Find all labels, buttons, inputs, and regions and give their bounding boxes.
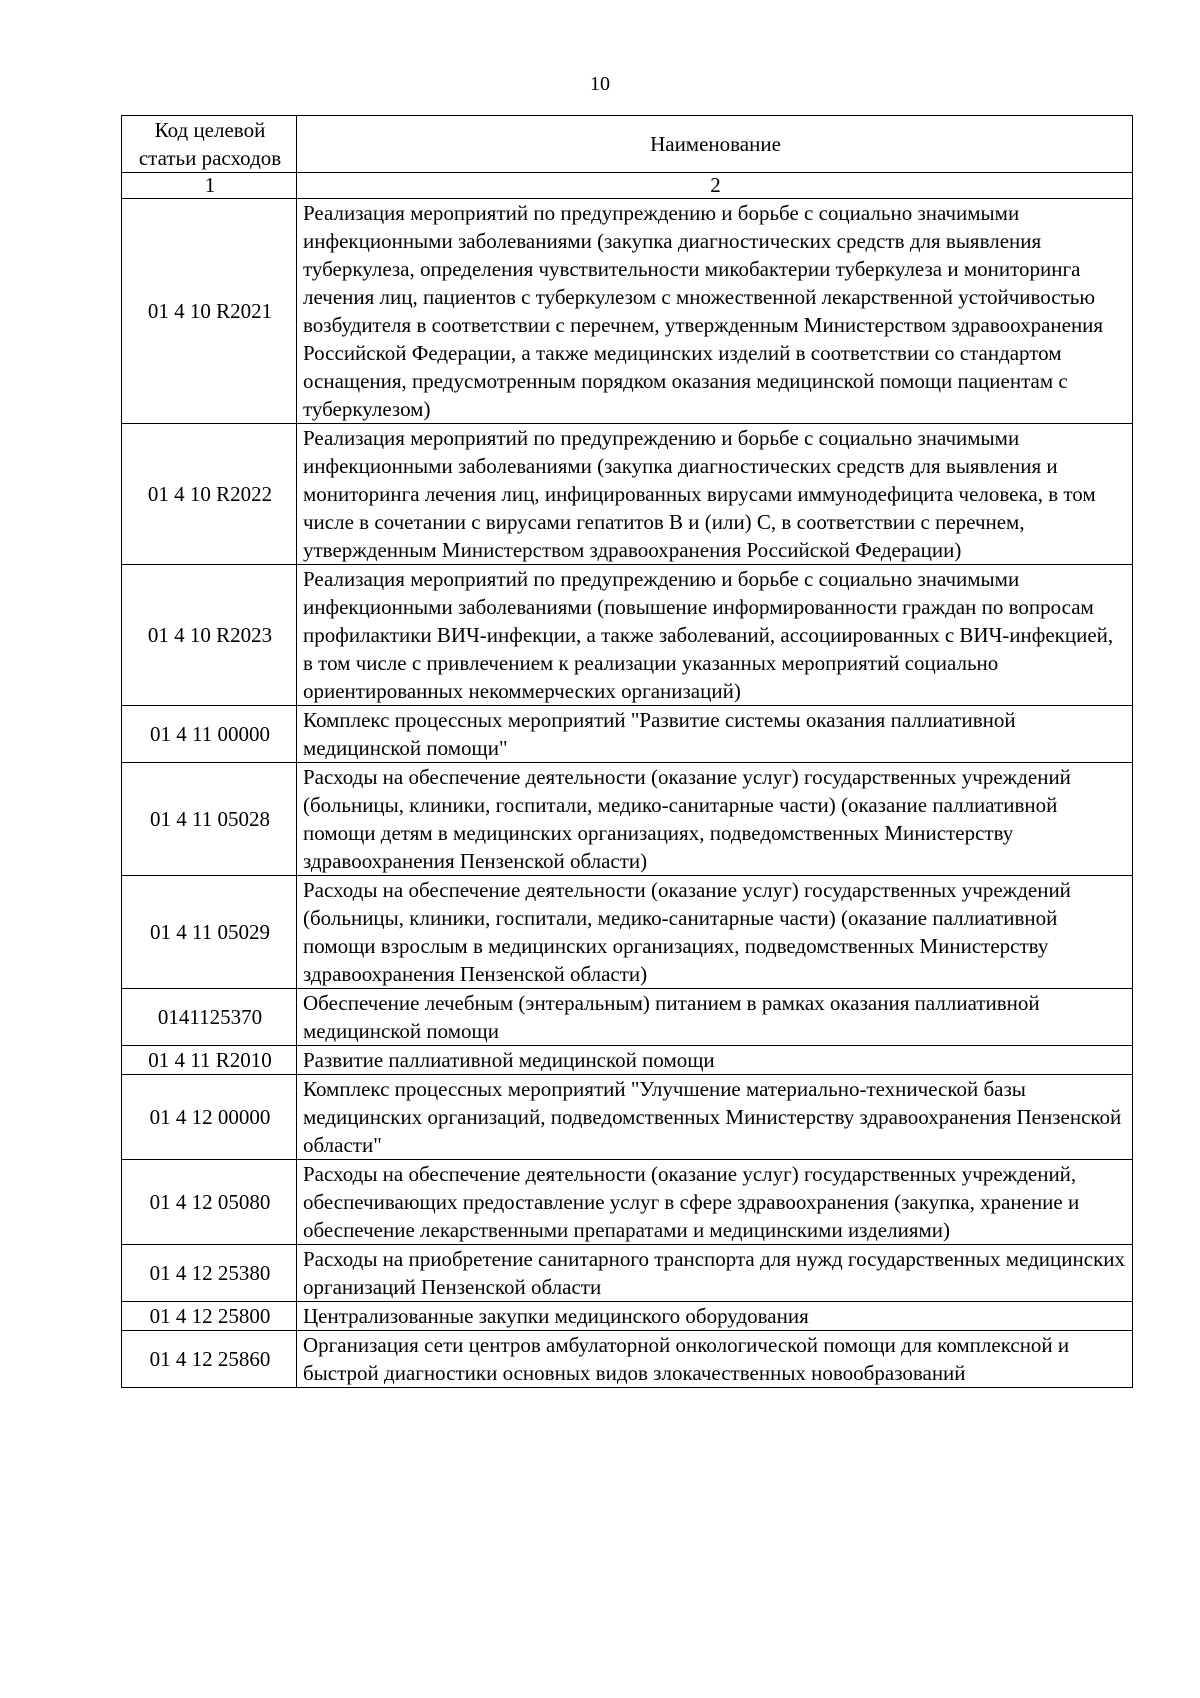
row-code: 01 4 11 05029 [122,876,297,989]
row-name: Расходы на приобретение санитарного транспорта для нужд государственных медицинских организаций Пензенской области [297,1245,1133,1302]
table-row [122,424,1133,565]
row-name: Комплекс процессных мероприятий "Развитие системы оказания паллиативной медицинской помощи" [297,706,1133,763]
table-row [122,1160,1133,1245]
row-name: Организация сети центров амбулаторной онкологической помощи для комплексной и быстрой диагностики основных видов злокачественных новообразований [297,1331,1133,1388]
row-code: 01 4 10 R2021 [122,199,297,424]
row-code: 01 4 12 00000 [122,1075,297,1160]
row-name: Обеспечение лечебным (энтеральным) питанием в рамках оказания паллиативной медицинской помощи [297,989,1133,1046]
row-code: 01 4 10 R2023 [122,565,297,706]
budget-codes-table [121,115,1133,1388]
table-row [122,1046,1133,1075]
table-body [122,199,1133,1388]
table-row [122,1331,1133,1388]
row-name: Расходы на обеспечение деятельности (оказание услуг) государственных учреждений, обеспечивающих предоставление услуг в сфере здравоохранения (закупка, хранение и обеспечение лекарственными препаратами и медицинскими изделиями) [297,1160,1133,1245]
row-code: 01 4 12 05080 [122,1160,297,1245]
table-header [122,116,1133,199]
row-name: Расходы на обеспечение деятельности (оказание услуг) государственных учреждений (больницы, клиники, госпитали, медико-санитарные части) (оказание паллиативной помощи взрослым в медицинских организациях, подведомственных Министерству здравоохранения Пензенской области) [297,876,1133,989]
table-row [122,565,1133,706]
row-name: Расходы на обеспечение деятельности (оказание услуг) государственных учреждений (больницы, клиники, госпитали, медико-санитарные части) (оказание паллиативной помощи детям в медицинских организациях, подведомственных Министерству здравоохранения Пензенской области) [297,763,1133,876]
table-row [122,1075,1133,1160]
header-code: Код целевой статьи расходов [122,116,297,173]
column-number-2: 2 [297,173,1133,199]
row-code: 01 4 12 25800 [122,1302,297,1331]
table-row [122,763,1133,876]
row-name: Реализация мероприятий по предупреждению и борьбе с социально значимыми инфекционными заболеваниями (повышение информированности граждан по вопросам профилактики ВИЧ-инфекции, а также заболеваний, ассоциированных с ВИЧ-инфекцией, в том числе с привлечением к реализации указанных мероприятий социально ориентированных некоммерческих организаций) [297,565,1133,706]
column-number-row [122,173,1133,199]
table-row [122,1245,1133,1302]
row-name: Развитие паллиативной медицинской помощи [297,1046,1133,1075]
row-code: 01 4 11 00000 [122,706,297,763]
row-name: Реализация мероприятий по предупреждению и борьбе с социально значимыми инфекционными заболеваниями (закупка диагностических средств для выявления и мониторинга лечения лиц, инфицированных вирусами иммунодефицита человека, в том числе в сочетании с вирусами гепатитов B и (или) C, в соответствии с перечнем, утвержденным Министерством здравоохранения Российской Федерации) [297,424,1133,565]
row-name: Комплекс процессных мероприятий "Улучшение материально-технической базы медицинских организаций, подведомственных Министерству здравоохранения Пензенской области" [297,1075,1133,1160]
row-name: Реализация мероприятий по предупреждению и борьбе с социально значимыми инфекционными заболеваниями (закупка диагностических средств для выявления туберкулеза, определения чувствительности микобактерии туберкулеза и мониторинга лечения лиц, пациентов с туберкулезом с множественной лекарственной устойчивостью возбудителя в соответствии с перечнем, утвержденным Министерством здравоохранения Российской Федерации, а также медицинских изделий в соответствии со стандартом оснащения, предусмотренным порядком оказания медицинской помощи пациентам с туберкулезом) [297,199,1133,424]
row-code: 01 4 10 R2022 [122,424,297,565]
table-row [122,876,1133,989]
table-row [122,989,1133,1046]
table-row [122,1302,1133,1331]
row-code: 01 4 12 25860 [122,1331,297,1388]
header-name: Наименование [297,116,1133,173]
row-name: Централизованные закупки медицинского оборудования [297,1302,1133,1331]
page-number: 10 [590,73,610,95]
table-row [122,199,1133,424]
row-code: 01 4 12 25380 [122,1245,297,1302]
table-row [122,706,1133,763]
column-number-1: 1 [122,173,297,199]
row-code: 01 4 11 R2010 [122,1046,297,1075]
row-code: 0141125370 [122,989,297,1046]
header-row [122,116,1133,173]
row-code: 01 4 11 05028 [122,763,297,876]
